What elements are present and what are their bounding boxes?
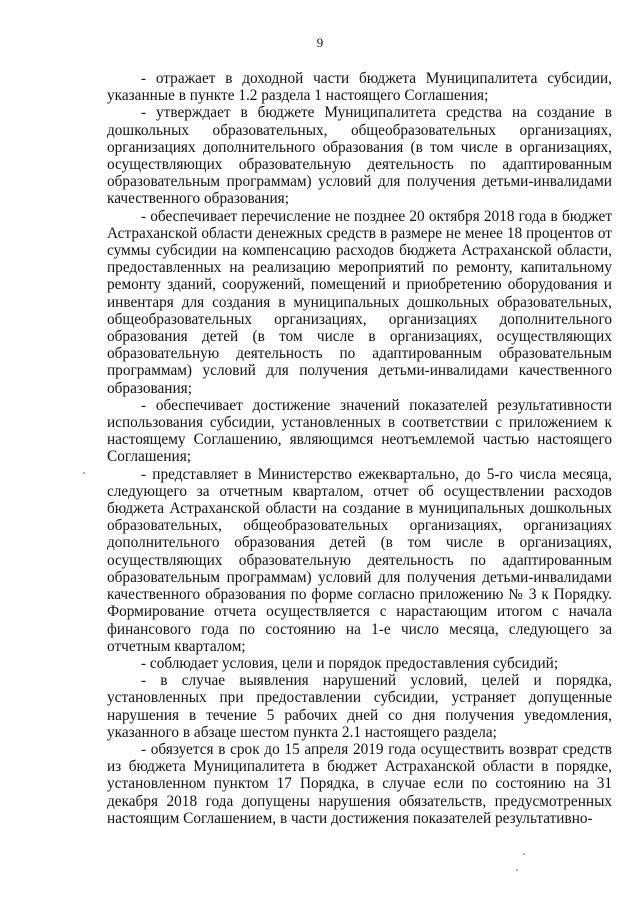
paragraph-refund-obligation: - обязуется в срок до 15 апреля 2019 года осуществить возврат средств из бюджета Муниципалитета в бюджет Астраханской области в порядке, установленном пунктом 17 Порядка, в случае если по состоянию на 31 декабря 2018 года допущены нарушения обязательств, предусмотренных настоящим Соглашением, в части достижения показателей результативно- xyxy=(107,740,612,827)
paragraph-performance-indicators: - обеспечивает достижение значений показателей результативности использования субсидии, установленных в соответствии с приложением к настоящему Соглашению, являющимся неотъемлемой частью настоящего Соглашения; xyxy=(107,396,612,466)
scan-speck xyxy=(516,869,518,871)
paragraph-quarterly-report: - представляет в Министерство ежеквартально, до 5-го числа месяца, следующего за отчетным кварталом, отчет об осуществлении расходов бюджета Астраханской области на создание в муниципальных дошкольных образовательных, общеобразовательных организациях, организациях дополнительного образования детей (в том числе в организациях, осуществляющих образовательную деятельность по адаптированным образовательным программам) условий для получения детьми-инвалидами качественного образования по форме согласно приложению № 3 к Порядку. Формирование отчета осуществляется с нарастающим итогом с начала финансового года по состоянию на 1-е число месяца, следующего за отчетным кварталом; xyxy=(107,465,612,655)
paragraph-violations: - в случае выявления нарушений условий, целей и порядка, установленных при предоставлении субсидии, устраняет допущенные нарушения в течение 5 рабочих дней со дня получения уведомления, указанного в абзаце шестом пункта 2.1 настоящего раздела; xyxy=(107,672,612,741)
document-body xyxy=(107,70,612,827)
scan-speck xyxy=(83,472,85,474)
paragraph-transfer-funds: - обеспечивает перечисление не позднее 20 октября 2018 года в бюджет Астраханской области денежных средств в размере не менее 18 процентов от суммы субсидии на компенсацию расходов бюджета Астраханской области, предоставленных на реализацию мероприятий по ремонту, капитальному ремонту зданий, сооружений, помещений и приобретению оборудования и инвентаря для создания в муниципальных дошкольных образовательных, общеобразовательных организациях, организациях дополнительного образования детей (в том числе в организациях, осуществляющих образовательную деятельность по адаптированным образовательным программам) условий для получения детьми-инвалидами качественного образования; xyxy=(107,207,612,397)
paragraph-approve-funds: - утверждает в бюджете Муниципалитета средства на создание в дошкольных образовательных, общеобразовательных организациях, организациях дополнительного образования (в том числе в организациях, осуществляющих образовательную деятельность по адаптированным образовательным программам) условий для получения детьми-инвалидами качественного образования; xyxy=(107,104,612,208)
paragraph-compliance: - соблюдает условия, цели и порядок предоставления субсидий; xyxy=(141,654,559,672)
page-number: 9 xyxy=(316,35,324,50)
scan-speck xyxy=(523,853,525,855)
paragraph-budget-income: - отражает в доходной части бюджета Муниципалитета субсидии, указанные в пункте 1.2 раздела 1 настоящего Соглашения; xyxy=(107,70,612,105)
